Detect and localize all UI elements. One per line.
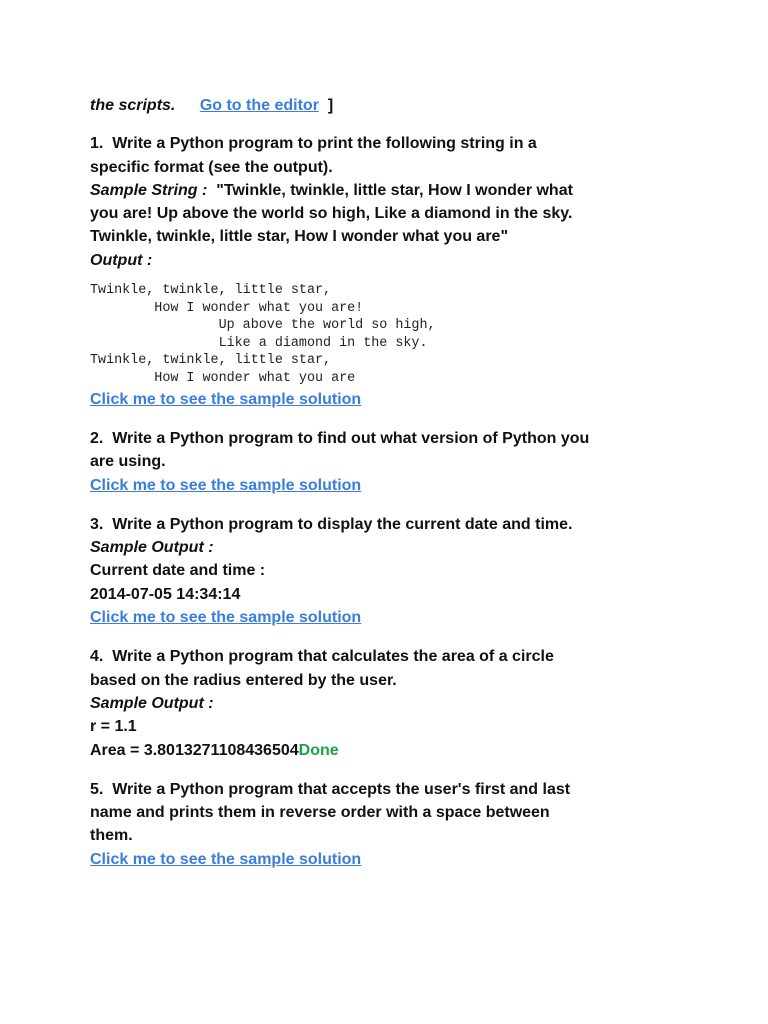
exercise-2-solution-row	[90, 474, 690, 497]
output-line: Current date and time :	[90, 562, 266, 580]
sample-line: "Twinkle, twinkle, little star, How I wonder what	[216, 181, 573, 199]
output-line: 2014-07-05 14:34:14	[90, 585, 241, 603]
document-page	[90, 94, 690, 887]
code-output-block	[90, 282, 690, 388]
sample-line: Twinkle, twinkle, little star, How I wonder what you are"	[90, 228, 509, 246]
exercise-number: 3.	[90, 515, 104, 533]
sample-solution-link[interactable]: Click me to see the sample solution	[90, 609, 362, 627]
question-line: name and prints them in reverse order with a space between	[90, 804, 550, 822]
question-line: Write a Python program that calculates the area of a circle	[112, 648, 554, 666]
exercise-number: 4.	[90, 648, 104, 666]
exercise-1-question	[90, 132, 690, 179]
question-line: Write a Python program to display the current date and time.	[112, 515, 573, 533]
sample-solution-link[interactable]: Click me to see the sample solution	[90, 476, 362, 494]
exercise-3	[90, 513, 690, 629]
exercise-1-sample	[90, 179, 690, 249]
exercise-4-sample	[90, 692, 690, 762]
sample-label: Sample Output :	[90, 539, 214, 557]
exercise-4	[90, 645, 690, 761]
go-to-editor-link[interactable]: Go to the editor	[199, 97, 319, 114]
sample-solution-link[interactable]: Click me to see the sample solution	[90, 390, 362, 408]
code-line: Twinkle, twinkle, little star,	[90, 283, 332, 299]
question-line: Write a Python program that accepts the user's first and last	[112, 780, 571, 798]
exercise-4-question	[90, 645, 690, 692]
question-line: Write a Python program to find out what version of Python you	[112, 429, 590, 447]
code-line: Twinkle, twinkle, little star,	[90, 353, 332, 369]
exercise-1-output-label-row	[90, 249, 690, 272]
output-line: r = 1.1	[90, 718, 137, 736]
intro-line	[90, 94, 690, 117]
output-label: Output :	[90, 251, 153, 269]
exercise-3-sample	[90, 536, 690, 606]
closing-bracket: ]	[327, 97, 334, 114]
exercise-5-solution-row	[90, 848, 690, 871]
code-line: How I wonder what you are!	[90, 300, 364, 316]
question-line: them.	[90, 827, 133, 845]
code-line: Like a diamond in the sky.	[90, 335, 428, 351]
exercise-2-question	[90, 427, 690, 474]
exercise-2	[90, 427, 690, 497]
exercise-number: 1.	[90, 135, 104, 153]
code-line: Up above the world so high,	[90, 318, 436, 334]
code-line: How I wonder what you are	[90, 371, 356, 387]
question-line: Write a Python program to print the following string in a	[112, 135, 537, 153]
question-line: based on the radius entered by the user.	[90, 671, 397, 689]
exercise-1	[90, 132, 690, 411]
sample-label: Sample String :	[90, 181, 208, 199]
exercise-number: 5.	[90, 780, 104, 798]
done-text: Done	[298, 741, 339, 759]
output-line: Area = 3.8013271108436504	[90, 741, 299, 759]
exercise-1-solution-row	[90, 388, 690, 411]
sample-solution-link[interactable]: Click me to see the sample solution	[90, 850, 362, 868]
question-line: are using.	[90, 453, 166, 471]
exercise-3-question	[90, 513, 690, 536]
sample-line: you are! Up above the world so high, Like a diamond in the sky.	[90, 205, 573, 223]
exercise-5-question	[90, 778, 690, 848]
question-line: specific format (see the output).	[90, 158, 333, 176]
exercise-5	[90, 778, 690, 871]
scripts-text: the scripts.	[90, 97, 176, 114]
sample-label: Sample Output :	[90, 694, 214, 712]
exercise-3-solution-row	[90, 606, 690, 629]
exercise-number: 2.	[90, 429, 104, 447]
